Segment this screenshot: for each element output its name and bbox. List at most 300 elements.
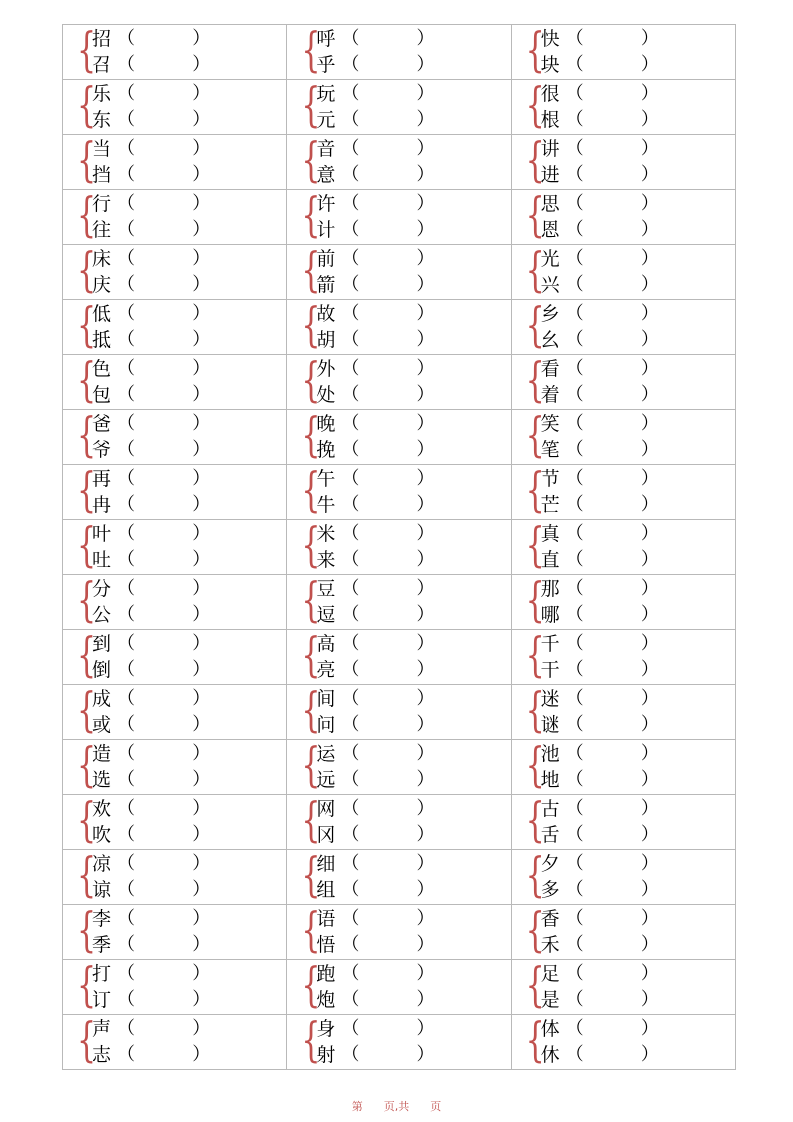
answer-blanks[interactable] — [114, 81, 286, 133]
character: 禾 — [540, 934, 560, 956]
word-pair-cell[interactable] — [511, 410, 735, 464]
answer-blanks[interactable] — [563, 741, 735, 793]
word-pair-cell[interactable] — [63, 245, 286, 299]
answer-blank[interactable]: （ ） — [341, 164, 435, 185]
brace-icon: { — [301, 355, 321, 409]
answer-blanks[interactable] — [338, 851, 510, 903]
answer-blanks[interactable] — [114, 961, 286, 1013]
answer-blanks[interactable] — [114, 796, 286, 848]
answer-blank[interactable]: （ ） — [117, 358, 211, 379]
word-pair-cell[interactable] — [63, 190, 286, 244]
answer-blank[interactable]: （ ） — [117, 219, 211, 240]
answer-blank[interactable]: （ ） — [565, 743, 659, 764]
word-pair-cell[interactable] — [286, 135, 510, 189]
answer-blanks[interactable] — [563, 576, 735, 628]
answer-blanks[interactable] — [114, 521, 286, 573]
answer-blank[interactable]: （ ） — [565, 523, 659, 544]
answer-blank[interactable]: （ ） — [565, 109, 659, 130]
answer-blanks[interactable] — [563, 246, 735, 298]
answer-blank[interactable]: （ ） — [341, 83, 435, 104]
answer-blank[interactable]: （ ） — [565, 329, 659, 350]
answer-blanks[interactable] — [114, 1016, 286, 1068]
answer-blank[interactable]: （ ） — [565, 688, 659, 709]
word-pair-cell[interactable] — [63, 850, 286, 904]
answer-blank[interactable]: （ ） — [565, 164, 659, 185]
answer-blanks[interactable] — [114, 26, 286, 78]
answer-blank[interactable]: （ ） — [117, 138, 211, 159]
answer-blanks[interactable] — [338, 411, 510, 463]
word-pair-cell[interactable] — [511, 465, 735, 519]
answer-blank[interactable]: （ ） — [341, 494, 435, 515]
character: 幺 — [540, 329, 560, 351]
answer-blank[interactable]: （ ） — [565, 549, 659, 570]
answer-blank[interactable]: （ ） — [565, 138, 659, 159]
answer-blanks[interactable] — [114, 741, 286, 793]
word-pair-cell[interactable] — [63, 960, 286, 1014]
answer-blank[interactable]: （ ） — [565, 578, 659, 599]
answer-blanks[interactable] — [338, 961, 510, 1013]
character: 爸 — [91, 413, 111, 435]
answer-blank[interactable]: （ ） — [117, 853, 211, 874]
character: 块 — [540, 54, 560, 76]
answer-blank[interactable]: （ ） — [341, 688, 435, 709]
answer-blanks[interactable] — [338, 521, 510, 573]
character: 冉 — [91, 494, 111, 516]
brace-icon: { — [525, 135, 545, 189]
character: 箭 — [316, 274, 336, 296]
character: 炮 — [316, 989, 336, 1011]
answer-blank[interactable]: （ ） — [565, 248, 659, 269]
word-pair-cell[interactable] — [511, 520, 735, 574]
character: 前 — [316, 248, 336, 270]
answer-blanks[interactable] — [563, 1016, 735, 1068]
answer-blank[interactable]: （ ） — [117, 633, 211, 654]
answer-blank[interactable]: （ ） — [341, 659, 435, 680]
character: 包 — [91, 384, 111, 406]
answer-blank[interactable]: （ ） — [117, 659, 211, 680]
answer-blank[interactable]: （ ） — [117, 384, 211, 405]
character: 地 — [540, 769, 560, 791]
answer-blank[interactable]: （ ） — [565, 853, 659, 874]
answer-blanks[interactable] — [563, 686, 735, 738]
answer-blank[interactable]: （ ） — [117, 274, 211, 295]
answer-blank[interactable]: （ ） — [565, 439, 659, 460]
answer-blank[interactable]: （ ） — [565, 494, 659, 515]
answer-blanks[interactable] — [114, 136, 286, 188]
word-pair-cell[interactable] — [286, 245, 510, 299]
answer-blank[interactable]: （ ） — [341, 219, 435, 240]
word-pair-cell[interactable] — [511, 80, 735, 134]
answer-blank[interactable]: （ ） — [565, 219, 659, 240]
character: 倒 — [91, 659, 111, 681]
answer-blank[interactable]: （ ） — [565, 83, 659, 104]
answer-blank[interactable]: （ ） — [565, 1018, 659, 1039]
answer-blanks[interactable] — [563, 631, 735, 683]
answer-blank[interactable]: （ ） — [341, 604, 435, 625]
brace-icon: { — [77, 520, 97, 574]
answer-blank[interactable]: （ ） — [117, 549, 211, 570]
answer-blank[interactable]: （ ） — [341, 578, 435, 599]
answer-blank[interactable]: （ ） — [341, 989, 435, 1010]
brace-icon: { — [77, 850, 97, 904]
answer-blanks[interactable] — [114, 356, 286, 408]
word-pair-cell[interactable] — [511, 960, 735, 1014]
character: 来 — [316, 549, 336, 571]
answer-blank[interactable]: （ ） — [117, 523, 211, 544]
brace-icon: { — [77, 80, 97, 134]
answer-blanks[interactable] — [114, 411, 286, 463]
answer-blank[interactable]: （ ） — [565, 633, 659, 654]
character: 高 — [316, 633, 336, 655]
word-pair-cell[interactable] — [286, 410, 510, 464]
character: 香 — [540, 908, 560, 930]
answer-blanks[interactable] — [338, 301, 510, 353]
word-pair-cell[interactable] — [63, 795, 286, 849]
answer-blank[interactable]: （ ） — [565, 358, 659, 379]
answer-blank[interactable]: （ ） — [565, 714, 659, 735]
brace-icon: { — [525, 300, 545, 354]
brace-icon: { — [301, 685, 321, 739]
answer-blank[interactable]: （ ） — [117, 28, 211, 49]
answer-blank[interactable]: （ ） — [117, 798, 211, 819]
answer-blank[interactable]: （ ） — [565, 468, 659, 489]
answer-blank[interactable]: （ ） — [117, 329, 211, 350]
character: 干 — [540, 659, 560, 681]
character: 笔 — [540, 439, 560, 461]
answer-blank[interactable]: （ ） — [565, 908, 659, 929]
answer-blank[interactable]: （ ） — [117, 578, 211, 599]
word-pair-cell[interactable] — [63, 25, 286, 79]
answer-blank[interactable]: （ ） — [117, 1044, 211, 1065]
brace-icon: { — [301, 80, 321, 134]
word-pair-cell[interactable] — [286, 1015, 510, 1069]
answer-blanks[interactable] — [563, 191, 735, 243]
character: 乡 — [540, 303, 560, 325]
brace-icon: { — [301, 465, 321, 519]
answer-blank[interactable]: （ ） — [117, 989, 211, 1010]
character: 床 — [91, 248, 111, 270]
character: 分 — [91, 578, 111, 600]
answer-blank[interactable]: （ ） — [341, 963, 435, 984]
answer-blanks[interactable] — [338, 631, 510, 683]
brace-icon: { — [77, 1015, 97, 1069]
answer-blanks[interactable] — [338, 81, 510, 133]
word-pair-cell[interactable] — [511, 1015, 735, 1069]
answer-blank[interactable]: （ ） — [117, 193, 211, 214]
word-pair-cell[interactable] — [286, 630, 510, 684]
word-pair-cell[interactable] — [63, 410, 286, 464]
table-row — [63, 25, 735, 80]
answer-blanks[interactable] — [114, 851, 286, 903]
brace-icon: { — [525, 190, 545, 244]
word-pair-cell[interactable] — [511, 575, 735, 629]
answer-blank[interactable]: （ ） — [341, 274, 435, 295]
word-pair-cell[interactable] — [286, 850, 510, 904]
answer-blank[interactable]: （ ） — [341, 523, 435, 544]
answer-blanks[interactable] — [338, 136, 510, 188]
word-pair-cell[interactable] — [63, 905, 286, 959]
answer-blank[interactable]: （ ） — [117, 1018, 211, 1039]
character: 意 — [316, 164, 336, 186]
answer-blank[interactable]: （ ） — [117, 164, 211, 185]
character: 光 — [540, 248, 560, 270]
character: 呼 — [316, 28, 336, 50]
word-pair-cell[interactable] — [511, 300, 735, 354]
brace-icon: { — [301, 135, 321, 189]
table-row — [63, 245, 735, 300]
brace-icon: { — [525, 520, 545, 574]
answer-blank[interactable]: （ ） — [341, 248, 435, 269]
answer-blank[interactable]: （ ） — [117, 743, 211, 764]
brace-icon: { — [301, 300, 321, 354]
answer-blanks[interactable] — [338, 466, 510, 518]
character: 冈 — [316, 824, 336, 846]
answer-blanks[interactable] — [114, 301, 286, 353]
word-pair-cell[interactable] — [511, 245, 735, 299]
brace-icon: { — [525, 850, 545, 904]
word-pair-cell[interactable] — [286, 685, 510, 739]
brace-icon: { — [77, 355, 97, 409]
table-row — [63, 410, 735, 465]
character: 跑 — [316, 963, 336, 985]
answer-blanks[interactable] — [114, 906, 286, 958]
answer-blank[interactable]: （ ） — [341, 1044, 435, 1065]
word-pair-cell[interactable] — [286, 905, 510, 959]
table-row — [63, 685, 735, 740]
answer-blanks[interactable] — [563, 356, 735, 408]
word-pair-cell[interactable] — [63, 575, 286, 629]
word-pair-cell[interactable] — [63, 520, 286, 574]
answer-blanks[interactable] — [338, 356, 510, 408]
answer-blank[interactable]: （ ） — [565, 769, 659, 790]
word-pair-cell[interactable] — [511, 685, 735, 739]
word-pair-cell[interactable] — [511, 190, 735, 244]
answer-blank[interactable]: （ ） — [341, 193, 435, 214]
answer-blank[interactable]: （ ） — [341, 329, 435, 350]
brace-icon: { — [301, 245, 321, 299]
answer-blank[interactable]: （ ） — [117, 494, 211, 515]
answer-blanks[interactable] — [563, 521, 735, 573]
brace-icon: { — [301, 190, 321, 244]
answer-blank[interactable]: （ ） — [341, 28, 435, 49]
word-pair-cell[interactable] — [63, 465, 286, 519]
answer-blank[interactable]: （ ） — [565, 934, 659, 955]
answer-blank[interactable]: （ ） — [565, 824, 659, 845]
word-pair-cell[interactable] — [286, 190, 510, 244]
answer-blank[interactable]: （ ） — [565, 303, 659, 324]
answer-blanks[interactable] — [338, 26, 510, 78]
character: 悟 — [316, 934, 336, 956]
answer-blanks[interactable] — [114, 631, 286, 683]
answer-blanks[interactable] — [563, 136, 735, 188]
brace-icon: { — [301, 905, 321, 959]
word-pair-cell[interactable] — [511, 795, 735, 849]
answer-blank[interactable]: （ ） — [117, 908, 211, 929]
character: 真 — [540, 523, 560, 545]
word-pair-cell[interactable] — [511, 905, 735, 959]
character: 许 — [316, 193, 336, 215]
answer-blanks[interactable] — [114, 466, 286, 518]
answer-blank[interactable]: （ ） — [341, 358, 435, 379]
word-pair-cell[interactable] — [286, 795, 510, 849]
answer-blanks[interactable] — [114, 191, 286, 243]
answer-blank[interactable]: （ ） — [565, 274, 659, 295]
character: 计 — [316, 219, 336, 241]
brace-icon: { — [525, 630, 545, 684]
answer-blanks[interactable] — [114, 576, 286, 628]
answer-blank[interactable]: （ ） — [565, 1044, 659, 1065]
word-pair-cell[interactable] — [63, 355, 286, 409]
word-pair-cell[interactable] — [63, 80, 286, 134]
answer-blank[interactable]: （ ） — [117, 934, 211, 955]
answer-blank[interactable]: （ ） — [117, 303, 211, 324]
answer-blank[interactable]: （ ） — [565, 384, 659, 405]
table-row — [63, 850, 735, 905]
word-pair-cell[interactable] — [511, 25, 735, 79]
word-pair-cell[interactable] — [286, 355, 510, 409]
answer-blank[interactable]: （ ） — [341, 1018, 435, 1039]
table-row — [63, 300, 735, 355]
answer-blank[interactable]: （ ） — [117, 604, 211, 625]
answer-blank[interactable]: （ ） — [565, 989, 659, 1010]
answer-blank[interactable]: （ ） — [117, 963, 211, 984]
answer-blank[interactable]: （ ） — [341, 303, 435, 324]
word-pair-cell[interactable] — [286, 740, 510, 794]
character: 射 — [316, 1044, 336, 1066]
answer-blank[interactable]: （ ） — [341, 633, 435, 654]
answer-blanks[interactable] — [338, 686, 510, 738]
answer-blanks[interactable] — [563, 26, 735, 78]
answer-blank[interactable]: （ ） — [341, 439, 435, 460]
answer-blank[interactable]: （ ） — [341, 468, 435, 489]
answer-blank[interactable]: （ ） — [341, 769, 435, 790]
character: 召 — [91, 54, 111, 76]
answer-blank[interactable]: （ ） — [341, 879, 435, 900]
character: 身 — [316, 1018, 336, 1040]
answer-blanks[interactable] — [338, 741, 510, 793]
brace-icon: { — [525, 575, 545, 629]
answer-blanks[interactable] — [338, 191, 510, 243]
word-pair-cell[interactable] — [286, 465, 510, 519]
brace-icon: { — [525, 685, 545, 739]
answer-blank[interactable]: （ ） — [117, 688, 211, 709]
answer-blank[interactable]: （ ） — [565, 659, 659, 680]
answer-blank[interactable]: （ ） — [341, 934, 435, 955]
answer-blank[interactable]: （ ） — [341, 549, 435, 570]
answer-blanks[interactable] — [114, 686, 286, 738]
word-pair-cell[interactable] — [63, 685, 286, 739]
answer-blank[interactable]: （ ） — [565, 28, 659, 49]
word-pair-cell[interactable] — [286, 25, 510, 79]
answer-blank[interactable]: （ ） — [117, 413, 211, 434]
answer-blank[interactable]: （ ） — [117, 824, 211, 845]
answer-blanks[interactable] — [563, 961, 735, 1013]
answer-blank[interactable]: （ ） — [117, 769, 211, 790]
character: 到 — [91, 633, 111, 655]
answer-blank[interactable]: （ ） — [117, 714, 211, 735]
character: 当 — [91, 138, 111, 160]
answer-blanks[interactable] — [338, 906, 510, 958]
brace-icon: { — [77, 630, 97, 684]
word-pair-cell[interactable] — [286, 960, 510, 1014]
answer-blank[interactable]: （ ） — [565, 604, 659, 625]
answer-blank[interactable]: （ ） — [117, 83, 211, 104]
word-pair-cell[interactable] — [63, 740, 286, 794]
answer-blank[interactable]: （ ） — [565, 798, 659, 819]
table-row — [63, 520, 735, 575]
answer-blanks[interactable] — [338, 246, 510, 298]
word-pair-cell[interactable] — [511, 850, 735, 904]
answer-blank[interactable]: （ ） — [341, 413, 435, 434]
character: 色 — [91, 358, 111, 380]
word-pair-cell[interactable] — [511, 135, 735, 189]
answer-blanks[interactable] — [338, 796, 510, 848]
brace-icon: { — [77, 740, 97, 794]
word-pair-cell[interactable] — [286, 80, 510, 134]
answer-blanks[interactable] — [563, 851, 735, 903]
answer-blank[interactable]: （ ） — [341, 714, 435, 735]
answer-blank[interactable]: （ ） — [117, 248, 211, 269]
word-pair-cell[interactable] — [286, 300, 510, 354]
answer-blanks[interactable] — [338, 576, 510, 628]
answer-blank[interactable]: （ ） — [341, 853, 435, 874]
answer-blank[interactable]: （ ） — [341, 54, 435, 75]
answer-blank[interactable]: （ ） — [341, 384, 435, 405]
word-pair-cell[interactable] — [63, 135, 286, 189]
answer-blank[interactable]: （ ） — [341, 824, 435, 845]
word-pair-cell[interactable] — [511, 355, 735, 409]
answer-blank[interactable]: （ ） — [341, 798, 435, 819]
answer-blank[interactable]: （ ） — [565, 54, 659, 75]
answer-blank[interactable]: （ ） — [117, 109, 211, 130]
character: 问 — [316, 714, 336, 736]
answer-blanks[interactable] — [563, 81, 735, 133]
word-pair-cell[interactable] — [63, 300, 286, 354]
answer-blanks[interactable] — [563, 411, 735, 463]
answer-blank[interactable]: （ ） — [565, 193, 659, 214]
answer-blanks[interactable] — [563, 906, 735, 958]
answer-blank[interactable]: （ ） — [565, 413, 659, 434]
answer-blanks[interactable] — [338, 1016, 510, 1068]
answer-blank[interactable]: （ ） — [341, 908, 435, 929]
word-pair-cell[interactable] — [511, 740, 735, 794]
answer-blank[interactable]: （ ） — [341, 109, 435, 130]
answer-blank[interactable]: （ ） — [117, 468, 211, 489]
answer-blanks[interactable] — [114, 246, 286, 298]
answer-blank[interactable]: （ ） — [117, 439, 211, 460]
word-pair-cell[interactable] — [286, 575, 510, 629]
answer-blank[interactable]: （ ） — [565, 879, 659, 900]
answer-blank[interactable]: （ ） — [565, 963, 659, 984]
word-pair-cell[interactable] — [63, 630, 286, 684]
brace-icon: { — [525, 1015, 545, 1069]
answer-blank[interactable]: （ ） — [117, 879, 211, 900]
answer-blank[interactable]: （ ） — [341, 138, 435, 159]
answer-blank[interactable]: （ ） — [341, 743, 435, 764]
brace-icon: { — [77, 190, 97, 244]
answer-blanks[interactable] — [563, 466, 735, 518]
answer-blanks[interactable] — [563, 301, 735, 353]
character: 行 — [91, 193, 111, 215]
character: 兴 — [540, 274, 560, 296]
word-pair-cell[interactable] — [511, 630, 735, 684]
word-pair-cell[interactable] — [63, 1015, 286, 1069]
brace-icon: { — [525, 795, 545, 849]
answer-blank[interactable]: （ ） — [117, 54, 211, 75]
answer-blanks[interactable] — [563, 796, 735, 848]
character: 或 — [91, 714, 111, 736]
word-pair-cell[interactable] — [286, 520, 510, 574]
